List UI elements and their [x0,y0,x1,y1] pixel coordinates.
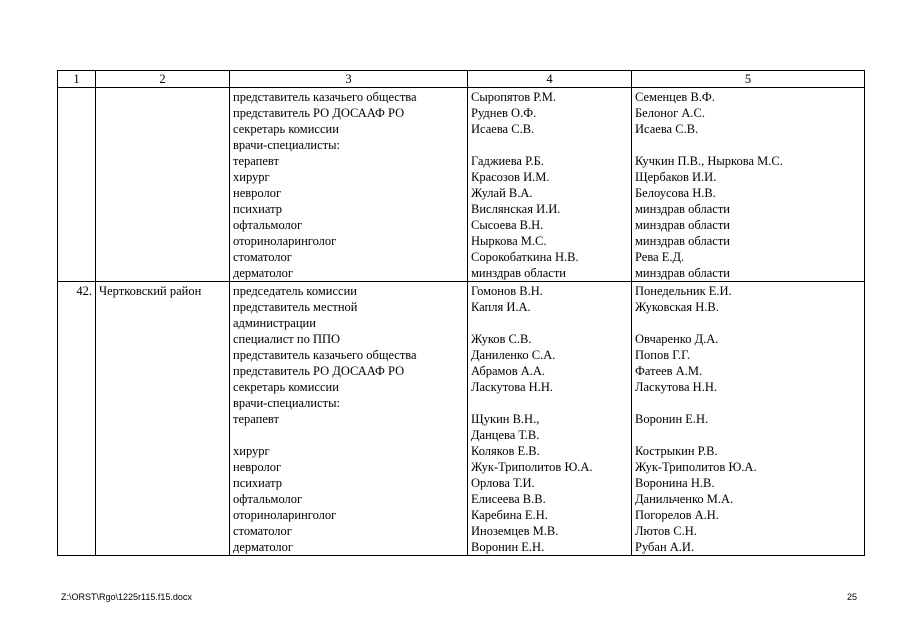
member-line: Абрамов А.А. [471,364,546,378]
reserve-line: Белоусова Н.В. [635,186,716,200]
member-line: Руднев О.Ф. [471,106,537,120]
role-line: дерматолог [233,540,294,554]
reserve-line: Ласкутова Н.Н. [635,380,717,394]
footer-file-path: Z:\ORST\Rgo\1225r115.f15.docx [61,592,192,602]
header-cell: 2 [96,71,230,88]
member-line: Орлова Т.И. [471,476,535,490]
header-cell: 3 [230,71,468,88]
member-line: Каребина Е.Н. [471,508,548,522]
role-line: администрации [233,316,316,330]
footer-page-number: 25 [846,592,857,602]
role-line: председатель комиссии [233,284,357,298]
member-line: Капля И.А. [471,300,531,314]
district-cell: Чертковский район [96,282,230,556]
header-cell: 5 [632,71,865,88]
reserve-line: Попов Г.Г. [635,348,691,362]
member-line: Ласкутова Н.Н. [471,380,553,394]
table-row [58,282,865,556]
member-line: Гомонов В.Н. [471,284,543,298]
member-cell [468,88,632,282]
reserve-line: Кучкин П.В., Ныркова М.С. [635,154,783,168]
table-body [58,71,865,556]
reserve-line: минздрав области [635,202,730,216]
reserve-line: Рубан А.И. [635,540,695,554]
member-line: Иноземцев М.В. [471,524,559,538]
role-line: невролог [233,460,282,474]
role-line: представитель казачьего общества [233,90,417,104]
member-line [471,137,628,153]
role-line: секретарь комиссии [233,380,339,394]
reserve-line: минздрав области [635,218,730,232]
table-header-row [58,71,865,88]
member-cell [468,282,632,556]
role-line: офтальмолог [233,492,303,506]
header-cell: 4 [468,71,632,88]
reserve-line: минздрав области [635,234,730,248]
row-number-cell: 42. [58,282,96,556]
role-line: оториноларинголог [233,234,337,248]
member-line: Данцева Т.В. [471,428,540,442]
member-line: Сорокобаткина Н.В. [471,250,579,264]
member-line: Елисеева В.В. [471,492,546,506]
row-number-cell [58,88,96,282]
member-line: Коляков Е.В. [471,444,540,458]
reserve-line: Белоног А.С. [635,106,706,120]
role-line: психиатр [233,476,282,490]
reserve-line: Семенцев В.Ф. [635,90,715,104]
reserve-line: Жуковская Н.В. [635,300,719,314]
district-cell [96,88,230,282]
reserve-line: минздрав области [635,266,730,280]
reserve-line [635,315,861,331]
role-line: врачи-специалисты: [233,138,340,152]
role-line: хирург [233,170,270,184]
member-line: Красозов И.М. [471,170,550,184]
member-line: Жук-Триполитов Ю.А. [471,460,593,474]
member-line [471,395,628,411]
member-line: Сыропятов Р.М. [471,90,557,104]
role-line [233,427,464,443]
role-line: представитель РО ДОСААФ РО [233,106,405,120]
reserve-line [635,137,861,153]
reserve-line [635,395,861,411]
member-line: Воронин Е.Н. [471,540,545,554]
role-line: офтальмолог [233,218,303,232]
reserve-line: Фатеев А.М. [635,364,703,378]
reserve-line: Щербаков И.И. [635,170,717,184]
reserve-line: Воронин Е.Н. [635,412,709,426]
role-line: представитель казачьего общества [233,348,417,362]
member-line: Щукин В.Н., [471,412,540,426]
member-line [471,315,628,331]
member-line: Даниленко С.А. [471,348,556,362]
role-line: стоматолог [233,250,292,264]
role-line: хирург [233,444,270,458]
table-row [58,88,865,282]
member-line: Сысоева В.Н. [471,218,544,232]
role-cell [230,282,468,556]
role-line: специалист по ППО [233,332,341,346]
member-line: Гаджиева Р.Б. [471,154,544,168]
reserve-cell [632,88,865,282]
role-line: дерматолог [233,266,294,280]
reserve-cell [632,282,865,556]
role-line: стоматолог [233,524,292,538]
reserve-line: Погорелов А.Н. [635,508,719,522]
member-line: минздрав области [471,266,566,280]
reserve-line: Жук-Триполитов Ю.А. [635,460,757,474]
reserve-line: Данильченко М.А. [635,492,734,506]
member-line: Вислянская И.И. [471,202,561,216]
commission-table [57,70,865,556]
reserve-line: Лютов С.Н. [635,524,697,538]
reserve-line: Кострыкин Р.В. [635,444,718,458]
reserve-line: Понедельник Е.И. [635,284,732,298]
role-line: оториноларинголог [233,508,337,522]
role-line: представитель РО ДОСААФ РО [233,364,405,378]
member-line: Ныркова М.С. [471,234,547,248]
role-line: врачи-специалисты: [233,396,340,410]
role-line: представитель местной [233,300,358,314]
role-line: секретарь комиссии [233,122,339,136]
role-line: терапевт [233,154,279,168]
member-line: Жулай В.А. [471,186,533,200]
member-line: Жуков С.В. [471,332,532,346]
role-line: психиатр [233,202,282,216]
role-cell [230,88,468,282]
header-cell: 1 [58,71,96,88]
reserve-line: Овчаренко Д.А. [635,332,719,346]
member-line: Исаева С.В. [471,122,535,136]
reserve-line: Рева Е.Д. [635,250,685,264]
reserve-line: Воронина Н.В. [635,476,715,490]
reserve-line [635,427,861,443]
role-line: терапевт [233,412,279,426]
reserve-line: Исаева С.В. [635,122,699,136]
role-line: невролог [233,186,282,200]
